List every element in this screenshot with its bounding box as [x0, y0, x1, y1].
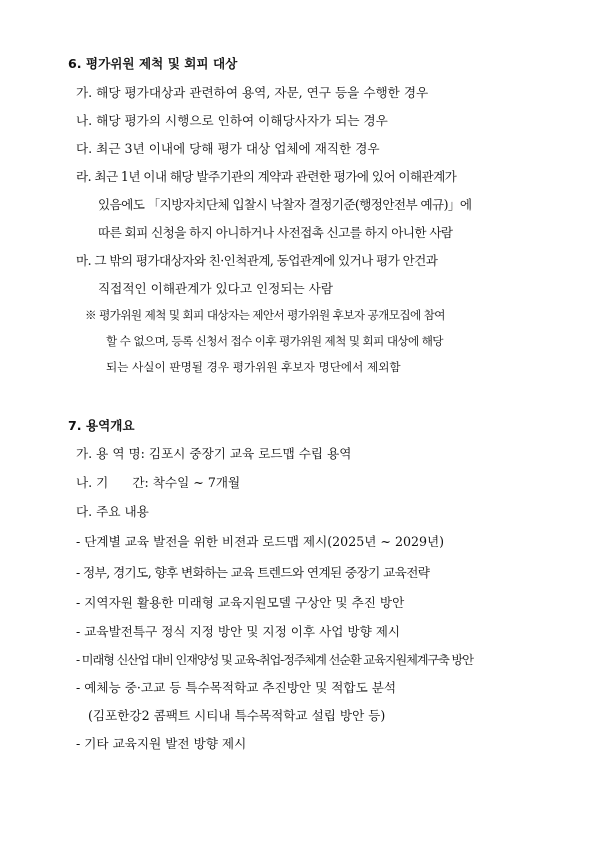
section-6-item-da: 다. 최근 3년 이내에 당해 평가 대상 업체에 재직한 경우 [76, 141, 380, 156]
section-7-item-na: 나. 기 간: 착수일 ~ 7개월 [76, 475, 241, 490]
list-item: - 지역자원 활용한 미래형 교육지원모델 구상안 및 추진 방안 [76, 595, 405, 610]
section-6-note-line3: 되는 사실이 판명될 경우 평가위원 후보자 명단에서 제외함 [106, 360, 401, 374]
section-7-item-ga: 가. 용 역 명: 김포시 중장기 교육 로드맵 수립 용역 [76, 446, 352, 461]
section-6-item-ra-line1: 라. 최근 1년 이내 해당 발주기관의 계약과 관련한 평가에 있어 이해관계가 [76, 169, 457, 184]
section-7-heading: 7. 용역개요 [68, 418, 135, 433]
section-6-note-line2: 할 수 없으며, 등록 신청서 접수 이후 평가위원 제척 및 회피 대상에 해당 [106, 334, 443, 348]
section-6-item-ga: 가. 해당 평가대상과 관련하여 용역, 자문, 연구 등을 수행한 경우 [76, 85, 429, 100]
section-6-item-ma-line2: 직접적인 이해관계가 있다고 인정되는 사람 [98, 281, 333, 296]
section-6-note-line1: ※ 평가위원 제척 및 회피 대상자는 제안서 평가위원 후보자 공개모집에 참여 [85, 308, 445, 322]
list-item: - 미래형 신산업 대비 인재양성 및 교육-취업-정주체계 선순환 교육지원체계구축 방안 [76, 653, 473, 667]
list-item: - 단계별 교육 발전을 위한 비젼과 로드맵 제시(2025년 ~ 2029년) [76, 534, 445, 549]
list-item-subnote: (김포한강2 콤팩트 시티내 특수목적학교 설립 방안 등) [88, 708, 386, 723]
list-item: - 정부, 경기도, 향후 변화하는 교육 트렌드와 연계된 중장기 교육전략 [76, 565, 430, 580]
section-6-item-ra-line2: 있음에도 「지방자치단체 입찰시 낙찰자 결정기준(행정안전부 예규)」에 [98, 197, 472, 212]
list-item: - 예체능 중·고교 등 특수목적학교 추진방안 및 적합도 분석 [76, 680, 397, 695]
section-7-item-da: 다. 주요 내용 [76, 504, 149, 519]
section-6-item-na: 나. 해당 평가의 시행으로 인하여 이해당사자가 되는 경우 [76, 113, 388, 128]
section-6-item-ra-line3: 따른 회피 신청을 하지 아니하거나 사전접촉 신고를 하지 아니한 사람 [98, 225, 453, 240]
list-item: - 기타 교육지원 발전 방향 제시 [76, 736, 247, 751]
section-6-heading: 6. 평가위원 제척 및 회피 대상 [68, 56, 238, 71]
list-item: - 교육발전특구 정식 지정 방안 및 지정 이후 사업 방향 제시 [76, 624, 401, 639]
section-6-item-ma-line1: 마. 그 밖의 평가대상자와 친·인척관계, 동업관계에 있거나 평가 안건과 [76, 253, 438, 268]
